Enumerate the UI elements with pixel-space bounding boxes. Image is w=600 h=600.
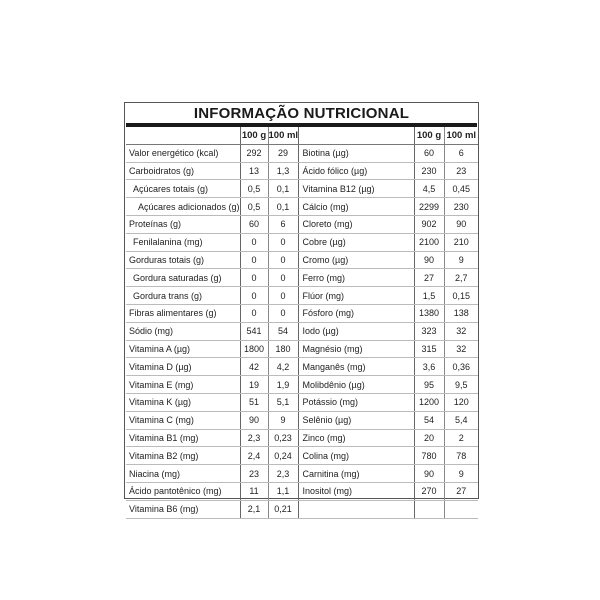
value-100g-left: 0 [240, 304, 268, 322]
header-100ml-right: 100 ml [444, 127, 478, 144]
nutrient-name-right: Magnésio (mg) [298, 340, 414, 358]
value-100g-left: 0 [240, 269, 268, 287]
nutrient-name-left: Vitamina B2 (mg) [126, 447, 240, 465]
nutrient-name-right: Ácido fólico (µg) [298, 162, 414, 180]
value-100ml-left: 0,23 [268, 429, 298, 447]
nutrient-name-left: Ácido pantotênico (mg) [126, 482, 240, 500]
value-100g-right: 323 [414, 322, 444, 340]
value-100ml-right: 230 [444, 198, 478, 216]
nutrient-name-right: Manganês (mg) [298, 358, 414, 376]
nutrient-name-left: Vitamina B1 (mg) [126, 429, 240, 447]
value-100g-left: 0 [240, 287, 268, 305]
nutrient-name-left: Vitamina K (µg) [126, 393, 240, 411]
table-row [126, 233, 478, 251]
table-header-row [126, 127, 478, 144]
header-nutrient-right [298, 127, 414, 144]
value-100ml-left: 54 [268, 322, 298, 340]
value-100g-left: 0 [240, 233, 268, 251]
nutrient-name-right: Fósforo (mg) [298, 304, 414, 322]
nutrient-name-right: Cálcio (mg) [298, 198, 414, 216]
header-100g-left: 100 g [240, 127, 268, 144]
table-row [126, 340, 478, 358]
value-100g-right: 3,6 [414, 358, 444, 376]
header-100ml-left: 100 ml [268, 127, 298, 144]
nutrient-name-left: Fenilalanina (mg) [126, 233, 240, 251]
value-100g-left: 0,5 [240, 198, 268, 216]
nutrient-name-left: Gorduras totais (g) [126, 251, 240, 269]
value-100ml-right: 0,36 [444, 358, 478, 376]
table-body [126, 144, 478, 518]
value-100ml-right: 32 [444, 340, 478, 358]
table-row [126, 287, 478, 305]
value-100ml-left: 1,3 [268, 162, 298, 180]
value-100g-right: 902 [414, 215, 444, 233]
value-100ml-left: 0 [268, 287, 298, 305]
value-100g-left: 2,3 [240, 429, 268, 447]
nutrient-name-right: Cromo (µg) [298, 251, 414, 269]
table-row [126, 482, 478, 500]
table-row [126, 358, 478, 376]
value-100g-left: 1800 [240, 340, 268, 358]
nutrient-name-right: Colina (mg) [298, 447, 414, 465]
nutrient-name-left: Vitamina D (µg) [126, 358, 240, 376]
value-100ml-left: 0,24 [268, 447, 298, 465]
value-100g-right: 4,5 [414, 180, 444, 198]
table-row [126, 465, 478, 483]
value-100ml-right: 9 [444, 251, 478, 269]
nutrient-name-right: Flúor (mg) [298, 287, 414, 305]
value-100g-right: 54 [414, 411, 444, 429]
value-100g-left: 13 [240, 162, 268, 180]
value-100g-left: 90 [240, 411, 268, 429]
value-100ml-right: 2,7 [444, 269, 478, 287]
value-100g-right: 230 [414, 162, 444, 180]
value-100g-right: 2299 [414, 198, 444, 216]
nutrient-name-left: Gordura saturadas (g) [126, 269, 240, 287]
value-100g-left: 42 [240, 358, 268, 376]
value-100ml-left: 9 [268, 411, 298, 429]
table-row [126, 269, 478, 287]
value-100ml-left: 0,1 [268, 198, 298, 216]
nutrient-name-right: Cobre (µg) [298, 233, 414, 251]
nutrient-name-left: Gordura trans (g) [126, 287, 240, 305]
nutrient-name-left: Fibras alimentares (g) [126, 304, 240, 322]
nutrient-name-right: Selênio (µg) [298, 411, 414, 429]
nutrition-facts-panel [124, 102, 479, 515]
table-row [126, 162, 478, 180]
value-100ml-left: 1,9 [268, 376, 298, 394]
nutrient-name-left: Açúcares totais (g) [126, 180, 240, 198]
value-100ml-right: 210 [444, 233, 478, 251]
value-100g-left: 19 [240, 376, 268, 394]
nutrient-name-right [298, 500, 414, 518]
value-100ml-right: 6 [444, 144, 478, 162]
nutrient-name-right: Iodo (µg) [298, 322, 414, 340]
value-100g-left: 11 [240, 482, 268, 500]
table-row [126, 304, 478, 322]
value-100g-right: 315 [414, 340, 444, 358]
value-100ml-right: 23 [444, 162, 478, 180]
value-100ml-right: 0,45 [444, 180, 478, 198]
table-row [126, 144, 478, 162]
nutrient-name-right: Carnitina (mg) [298, 465, 414, 483]
value-100g-right: 1200 [414, 393, 444, 411]
value-100ml-left: 0,21 [268, 500, 298, 518]
value-100ml-right: 9 [444, 465, 478, 483]
nutrient-name-right: Biotina (µg) [298, 144, 414, 162]
value-100g-left: 0 [240, 251, 268, 269]
nutrient-name-left: Proteínas (g) [126, 215, 240, 233]
value-100ml-right: 0,15 [444, 287, 478, 305]
nutrient-name-left: Sódio (mg) [126, 322, 240, 340]
nutrient-name-right: Inositol (mg) [298, 482, 414, 500]
value-100g-left: 292 [240, 144, 268, 162]
nutrient-name-left: Vitamina B6 (mg) [126, 500, 240, 518]
table-row [126, 376, 478, 394]
value-100g-left: 2,1 [240, 500, 268, 518]
nutrient-name-left: Valor energético (kcal) [126, 144, 240, 162]
value-100g-right: 270 [414, 482, 444, 500]
table-row [126, 411, 478, 429]
value-100ml-right: 9,5 [444, 376, 478, 394]
value-100g-left: 51 [240, 393, 268, 411]
value-100ml-left: 2,3 [268, 465, 298, 483]
nutrient-name-right: Vitamina B12 (µg) [298, 180, 414, 198]
value-100ml-right: 2 [444, 429, 478, 447]
value-100g-right: 20 [414, 429, 444, 447]
value-100ml-right: 32 [444, 322, 478, 340]
value-100g-right: 90 [414, 251, 444, 269]
value-100g-right: 90 [414, 465, 444, 483]
table-row [126, 500, 478, 518]
value-100ml-left: 6 [268, 215, 298, 233]
value-100ml-left: 0 [268, 251, 298, 269]
value-100g-left: 60 [240, 215, 268, 233]
nutrient-name-right: Ferro (mg) [298, 269, 414, 287]
value-100ml-left: 4,2 [268, 358, 298, 376]
table-row [126, 429, 478, 447]
value-100ml-left: 5,1 [268, 393, 298, 411]
nutrient-name-right: Zinco (mg) [298, 429, 414, 447]
value-100ml-right: 90 [444, 215, 478, 233]
value-100g-left: 2,4 [240, 447, 268, 465]
value-100g-right: 1,5 [414, 287, 444, 305]
value-100g-left: 0,5 [240, 180, 268, 198]
table-row [126, 447, 478, 465]
table-row [126, 198, 478, 216]
value-100ml-left: 29 [268, 144, 298, 162]
value-100ml-left: 180 [268, 340, 298, 358]
value-100ml-right: 138 [444, 304, 478, 322]
value-100g-right: 1380 [414, 304, 444, 322]
value-100g-left: 541 [240, 322, 268, 340]
value-100g-right: 60 [414, 144, 444, 162]
value-100g-right: 2100 [414, 233, 444, 251]
nutrient-name-left: Carboidratos (g) [126, 162, 240, 180]
nutrient-name-left: Vitamina A (µg) [126, 340, 240, 358]
value-100ml-left: 0 [268, 269, 298, 287]
value-100ml-left: 0 [268, 304, 298, 322]
nutrition-table [126, 127, 478, 519]
value-100ml-right: 5,4 [444, 411, 478, 429]
header-nutrient-left [126, 127, 240, 144]
nutrient-name-left: Niacina (mg) [126, 465, 240, 483]
table-row [126, 215, 478, 233]
nutrient-name-left: Açúcares adicionados (g) [126, 198, 240, 216]
header-100g-right: 100 g [414, 127, 444, 144]
nutrient-name-left: Vitamina E (mg) [126, 376, 240, 394]
value-100ml-right: 120 [444, 393, 478, 411]
value-100ml-left: 0,1 [268, 180, 298, 198]
value-100ml-right [444, 500, 478, 518]
nutrient-name-right: Cloreto (mg) [298, 215, 414, 233]
table-row [126, 180, 478, 198]
value-100ml-right: 78 [444, 447, 478, 465]
value-100g-left: 23 [240, 465, 268, 483]
value-100ml-right: 27 [444, 482, 478, 500]
value-100ml-left: 1,1 [268, 482, 298, 500]
table-row [126, 322, 478, 340]
table-row [126, 393, 478, 411]
nutrient-name-left: Vitamina C (mg) [126, 411, 240, 429]
value-100g-right [414, 500, 444, 518]
value-100g-right: 27 [414, 269, 444, 287]
value-100ml-left: 0 [268, 233, 298, 251]
nutrient-name-right: Molibdênio (µg) [298, 376, 414, 394]
table-row [126, 251, 478, 269]
nutrient-name-right: Potássio (mg) [298, 393, 414, 411]
value-100g-right: 95 [414, 376, 444, 394]
panel-title: INFORMAÇÃO NUTRICIONAL [193, 105, 410, 122]
value-100g-right: 780 [414, 447, 444, 465]
